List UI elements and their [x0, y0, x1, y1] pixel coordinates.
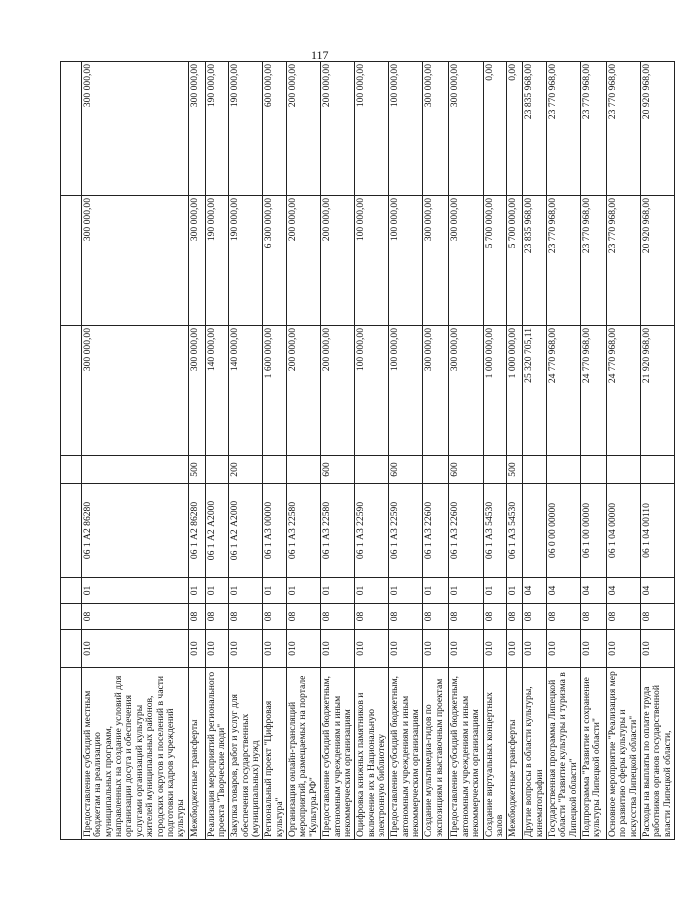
cell-y1: 1 000 000,00 [483, 326, 507, 456]
cell-csr: 06 1 А2 86280 [188, 484, 205, 578]
cell-rz: 08 [389, 604, 423, 630]
header-cell [61, 456, 82, 484]
cell-y2: 6 300 000,00 [263, 196, 287, 326]
table-row [507, 62, 523, 840]
cell-y3: 0,00 [507, 62, 523, 196]
cell-pr: 04 [546, 578, 580, 604]
table-row [581, 62, 607, 840]
table-row [423, 62, 449, 840]
cell-vr: 600 [389, 456, 423, 484]
cell-y1: 1 600 000,00 [263, 326, 287, 456]
cell-rz: 08 [423, 604, 449, 630]
cell-y1: 24 770 968,00 [546, 326, 580, 456]
cell-y1: 200 000,00 [321, 326, 355, 456]
budget-table-body [61, 62, 675, 840]
cell-pr: 04 [641, 578, 675, 604]
cell-rz: 08 [263, 604, 287, 630]
cell-vr [423, 456, 449, 484]
cell-pr: 01 [188, 578, 205, 604]
cell-y2: 300 000,00 [188, 196, 205, 326]
table-row [523, 62, 547, 840]
cell-y3: 100 000,00 [355, 62, 389, 196]
cell-name: Другие вопросы в области культуры, кинематографии [523, 668, 547, 840]
cell-pr: 01 [483, 578, 507, 604]
header-cell [61, 196, 82, 326]
cell-y1: 140 000,00 [229, 326, 263, 456]
cell-adm: 010 [389, 630, 423, 668]
table-row [82, 62, 189, 840]
cell-name: Подпрограмма "Развитие и сохранение культуры Липецкой области" [581, 668, 607, 840]
cell-y1: 100 000,00 [389, 326, 423, 456]
cell-pr: 01 [321, 578, 355, 604]
cell-y3: 200 000,00 [287, 62, 321, 196]
cell-y1: 300 000,00 [82, 326, 189, 456]
cell-y2: 300 000,00 [82, 196, 189, 326]
table-row [321, 62, 355, 840]
cell-y3: 600 000,00 [263, 62, 287, 196]
cell-vr: 500 [188, 456, 205, 484]
cell-vr: 500 [507, 456, 523, 484]
cell-csr: 06 1 04 00110 [641, 484, 675, 578]
cell-vr [546, 456, 580, 484]
cell-vr: 600 [449, 456, 483, 484]
cell-vr [641, 456, 675, 484]
cell-vr [287, 456, 321, 484]
cell-rz: 08 [355, 604, 389, 630]
cell-csr: 06 1 А3 54530 [507, 484, 523, 578]
cell-y3: 23 835 968,00 [523, 62, 547, 196]
cell-y2: 300 000,00 [449, 196, 483, 326]
cell-y1: 24 770 968,00 [607, 326, 641, 456]
cell-adm: 010 [483, 630, 507, 668]
cell-y1: 200 000,00 [287, 326, 321, 456]
header-cell [61, 326, 82, 456]
cell-name: Предоставление субсидий бюджетным, автономным учреждениям и иным некоммерческим организациям [321, 668, 355, 840]
cell-vr [523, 456, 547, 484]
cell-name: Закупка товаров, работ и услуг для обеспечения государственных (муниципальных) нужд [229, 668, 263, 840]
cell-adm: 010 [82, 630, 189, 668]
cell-y1: 300 000,00 [423, 326, 449, 456]
cell-y1: 300 000,00 [449, 326, 483, 456]
table-row [546, 62, 580, 840]
cell-csr: 06 1 04 00000 [607, 484, 641, 578]
cell-adm: 010 [449, 630, 483, 668]
cell-pr: 04 [581, 578, 607, 604]
cell-vr: 200 [229, 456, 263, 484]
page-number: 117 [311, 48, 329, 62]
cell-vr [581, 456, 607, 484]
cell-rz: 08 [321, 604, 355, 630]
cell-csr: 06 1 А2 86280 [82, 484, 189, 578]
cell-rz: 08 [581, 604, 607, 630]
cell-y2: 23 835 968,00 [523, 196, 547, 326]
cell-rz: 08 [229, 604, 263, 630]
cell-y1: 25 320 705,11 [523, 326, 547, 456]
cell-pr: 01 [355, 578, 389, 604]
cell-adm: 010 [546, 630, 580, 668]
cell-adm: 010 [423, 630, 449, 668]
cell-y3: 100 000,00 [389, 62, 423, 196]
cell-adm: 010 [229, 630, 263, 668]
cell-csr: 06 1 А2 А2000 [229, 484, 263, 578]
cell-csr: 06 1 А3 00000 [263, 484, 287, 578]
cell-adm: 010 [263, 630, 287, 668]
cell-pr: 01 [229, 578, 263, 604]
cell-vr [607, 456, 641, 484]
cell-vr [205, 456, 229, 484]
header-cell [61, 62, 82, 196]
cell-y2: 100 000,00 [389, 196, 423, 326]
table-row [449, 62, 483, 840]
cell-adm: 010 [641, 630, 675, 668]
cell-pr: 01 [82, 578, 189, 604]
cell-y1: 100 000,00 [355, 326, 389, 456]
cell-y2: 23 770 968,00 [607, 196, 641, 326]
cell-adm: 010 [205, 630, 229, 668]
cell-y3: 300 000,00 [188, 62, 205, 196]
table-row [188, 62, 205, 840]
cell-adm: 010 [523, 630, 547, 668]
table-row [287, 62, 321, 840]
cell-name: Государственная программа Липецкой области "Развитие культуры и туризма в Липецкой области" [546, 668, 580, 840]
cell-csr [523, 484, 547, 578]
cell-y3: 23 770 968,00 [607, 62, 641, 196]
cell-name: Создание виртуальных концертных залов [483, 668, 507, 840]
cell-y2: 190 000,00 [229, 196, 263, 326]
cell-rz: 08 [607, 604, 641, 630]
cell-pr: 01 [507, 578, 523, 604]
table-row [483, 62, 507, 840]
cell-y2: 300 000,00 [423, 196, 449, 326]
cell-y3: 0,00 [483, 62, 507, 196]
cell-csr: 06 1 А3 22600 [423, 484, 449, 578]
cell-csr: 06 1 А2 А2000 [205, 484, 229, 578]
cell-rz: 08 [507, 604, 523, 630]
cell-y1: 21 920 968,00 [641, 326, 675, 456]
cell-y2: 5 700 000,00 [483, 196, 507, 326]
cell-y3: 20 920 968,00 [641, 62, 675, 196]
cell-name: Оцифровка книжных памятников и включение их в Национальную электронную библиотеку [355, 668, 389, 840]
header-cell [61, 630, 82, 668]
cell-rz: 08 [483, 604, 507, 630]
cell-pr: 04 [607, 578, 641, 604]
cell-rz: 08 [205, 604, 229, 630]
cell-y3: 190 000,00 [229, 62, 263, 196]
cell-adm: 010 [355, 630, 389, 668]
cell-y3: 300 000,00 [423, 62, 449, 196]
cell-name: Предоставление субсидий бюджетным, автономным учреждениям и иным некоммерческим организациям [449, 668, 483, 840]
cell-vr [355, 456, 389, 484]
cell-csr: 06 1 А3 22580 [287, 484, 321, 578]
table-row [607, 62, 641, 840]
table-row [355, 62, 389, 840]
cell-csr: 06 1 А3 22590 [355, 484, 389, 578]
cell-name: Организация онлайн-трансляций мероприятий, размещаемых на портале "Культура.РФ" [287, 668, 321, 840]
table-row [229, 62, 263, 840]
header-cell [61, 604, 82, 630]
cell-name: Межбюджетные трансферты [188, 668, 205, 840]
cell-y3: 23 770 968,00 [546, 62, 580, 196]
cell-adm: 010 [188, 630, 205, 668]
cell-y1: 300 000,00 [188, 326, 205, 456]
cell-pr: 01 [389, 578, 423, 604]
cell-name: Межбюджетные трансферты [507, 668, 523, 840]
cell-name: Создание мультимедиа-гидов по экспозициям и выставочным проектам [423, 668, 449, 840]
cell-y3: 23 770 968,00 [581, 62, 607, 196]
cell-y1: 140 000,00 [205, 326, 229, 456]
cell-csr: 06 1 А3 54530 [483, 484, 507, 578]
cell-y2: 5 700 000,00 [507, 196, 523, 326]
cell-pr: 01 [423, 578, 449, 604]
cell-vr [263, 456, 287, 484]
cell-y1: 24 770 968,00 [581, 326, 607, 456]
header-cell [61, 668, 82, 840]
cell-rz: 08 [449, 604, 483, 630]
header-cell [61, 578, 82, 604]
cell-y3: 200 000,00 [321, 62, 355, 196]
cell-adm: 010 [581, 630, 607, 668]
cell-vr [483, 456, 507, 484]
cell-pr: 01 [263, 578, 287, 604]
cell-csr: 06 1 А3 22590 [389, 484, 423, 578]
cell-name: Региональный проект "Цифровая культура" [263, 668, 287, 840]
cell-y2: 23 770 968,00 [546, 196, 580, 326]
cell-rz: 08 [641, 604, 675, 630]
cell-pr: 01 [205, 578, 229, 604]
cell-y3: 300 000,00 [449, 62, 483, 196]
cell-rz: 08 [82, 604, 189, 630]
cell-y2: 200 000,00 [287, 196, 321, 326]
budget-table [60, 61, 675, 840]
cell-vr: 600 [321, 456, 355, 484]
cell-vr [82, 456, 189, 484]
cell-y2: 190 000,00 [205, 196, 229, 326]
budget-table-container [60, 62, 673, 840]
cell-rz: 08 [287, 604, 321, 630]
cell-y2: 23 770 968,00 [581, 196, 607, 326]
cell-y3: 190 000,00 [205, 62, 229, 196]
cell-name: Предоставление субсидий местным бюджетам на реализацию муниципальных программ, направленных на создание условий для организации досуга и обеспечения услугами организаций культуры жителей муниципальных районов, городских округов и поселений в части подготовки кадров учреждений культуры [82, 668, 189, 840]
cell-pr: 04 [523, 578, 547, 604]
table-row [389, 62, 423, 840]
cell-rz: 08 [188, 604, 205, 630]
cell-adm: 010 [507, 630, 523, 668]
cell-y2: 200 000,00 [321, 196, 355, 326]
cell-adm: 010 [607, 630, 641, 668]
cell-adm: 010 [287, 630, 321, 668]
cell-name: Предоставление субсидий бюджетным, автономным учреждениям и иным некоммерческим организациям [389, 668, 423, 840]
cell-csr: 06 1 А3 22600 [449, 484, 483, 578]
header-cell [61, 484, 82, 578]
cell-csr: 06 1 А3 22580 [321, 484, 355, 578]
cell-pr: 01 [287, 578, 321, 604]
cell-name: Основное мероприятие "Реализация мер по развитию сферы культуры и искусства Липецкой области" [607, 668, 641, 840]
cell-csr: 06 0 00 00000 [546, 484, 580, 578]
cell-adm: 010 [321, 630, 355, 668]
cell-y2: 20 920 968,00 [641, 196, 675, 326]
table-row [205, 62, 229, 840]
cell-y3: 300 000,00 [82, 62, 189, 196]
cell-rz: 08 [523, 604, 547, 630]
table-row [263, 62, 287, 840]
table-row [641, 62, 675, 840]
cell-name: Расходы на выплаты по оплате труда работников органов государственной власти Липецкой области, [641, 668, 675, 840]
table-row [61, 62, 82, 840]
cell-csr: 06 1 00 00000 [581, 484, 607, 578]
cell-pr: 01 [449, 578, 483, 604]
cell-name: Реализация мероприятий регионального проекта "Творческие люди" [205, 668, 229, 840]
cell-y1: 1 000 000,00 [507, 326, 523, 456]
cell-y2: 100 000,00 [355, 196, 389, 326]
cell-rz: 08 [546, 604, 580, 630]
